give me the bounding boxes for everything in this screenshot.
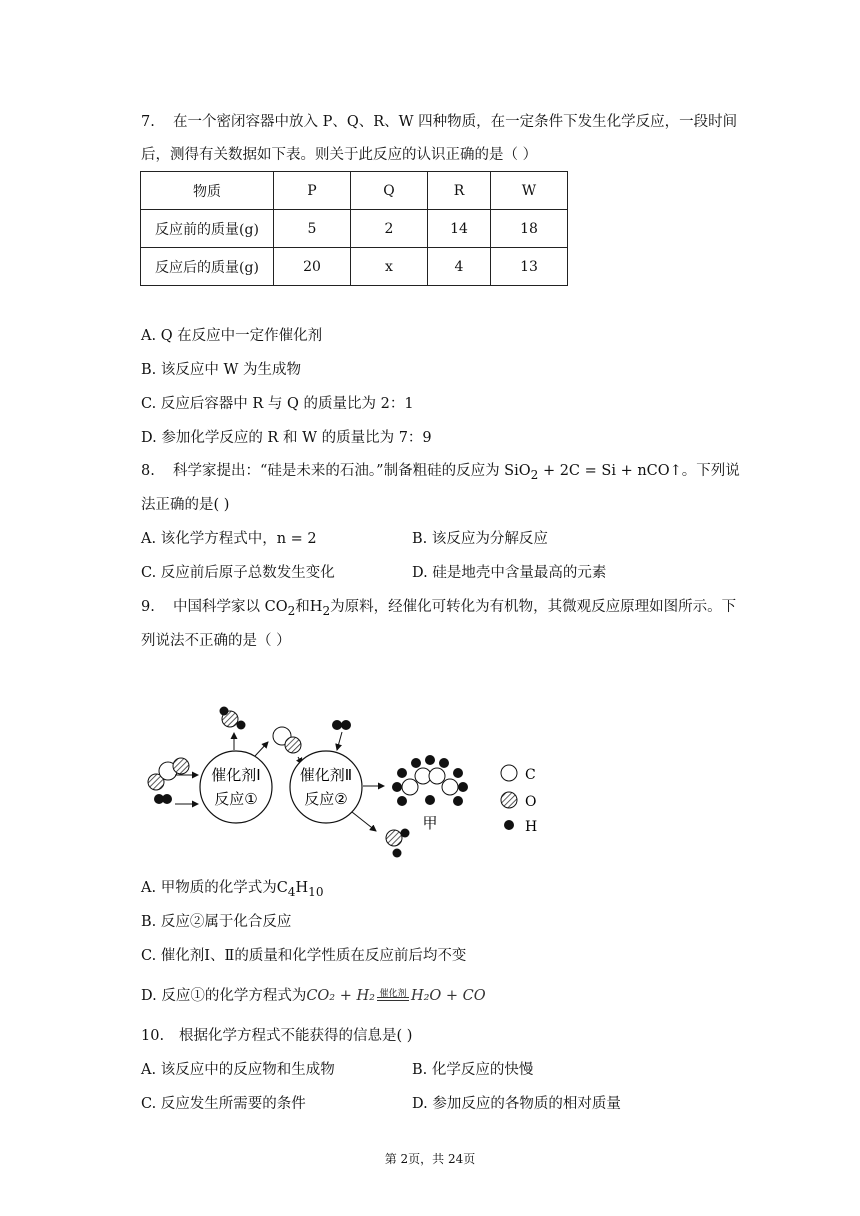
q10-stem-text: 根据化学方程式不能获得的信息是( ) [179,1028,413,1044]
table-cell: 反应前的质量(g) [141,210,274,248]
table-header-cell: Q [351,172,428,210]
legend-label: O [525,794,537,810]
q10-option-a: A. 该反应中的反应物和生成物 [141,1062,335,1078]
table-cell: 14 [428,210,491,248]
table-cell: 反应后的质量(g) [141,248,274,286]
catalyst-1-circle [200,751,272,823]
co2-molecule-icon [148,758,189,790]
q7-stem-line1 [141,112,737,132]
co-molecule-icon [273,727,301,753]
q9-option-a-text: A. 甲物质的化学式为C [141,880,288,896]
catalyst-2-label: 催化剂Ⅱ [299,766,353,784]
q9-option-b: B. 反应②属于化合反应 [141,914,292,930]
q9-stem-text-c: 为原料，经催化可转化为有机物，其微观反应原理如图所示。下 [330,599,737,615]
q7-option-c: C. 反应后容器中 R 与 Q 的质量比为 2：1 [141,396,414,412]
page-footer: 第 2页，共 24页 [384,1152,476,1166]
table-cell: 18 [491,210,568,248]
product-molecule-icon [392,755,468,806]
q8-stem-text-a: 科学家提出：“硅是未来的石油。”制备粗硅的反应为 SiO [173,463,531,479]
output-arrow-icon [352,812,376,831]
q10-stem [141,1026,412,1046]
q7-data-table [140,171,568,286]
table-header-cell: P [274,172,351,210]
table-row [141,248,568,286]
q10-option-d: D. 参加反应的各物质的相对质量 [412,1096,621,1112]
h2-molecule-icon [154,794,172,804]
input-arrow-icon [337,732,342,750]
q7-option-d: D. 参加化学反应的 R 和 W 的质量比为 7：9 [141,430,432,446]
equation-left: CO₂ + H₂ [306,988,375,1004]
q9-subscript: 2 [322,603,331,618]
q7-option-b: B. 该反应中 W 为生成物 [141,362,301,378]
table-header-row [141,172,568,210]
q9-stem-line1 [141,597,736,621]
h2o-molecule-icon [386,829,410,858]
q9-option-a [141,878,324,902]
table-header-cell: 物质 [141,172,274,210]
legend [501,765,537,835]
table-header-cell: R [428,172,491,210]
q9-option-d-text: D. 反应①的化学方程式为 [141,988,307,1004]
catalyst-arrow [375,984,411,1004]
table-cell: 5 [274,210,351,248]
q8-stem-text-b: + 2C = Si + nCO↑。下列说 [538,463,740,479]
q8-option-c: C. 反应前后原子总数发生变化 [141,565,335,581]
h2o-molecule-icon [220,707,246,730]
q9-option-c: C. 催化剂Ⅰ、Ⅱ的质量和化学性质在反应前后均不变 [141,948,467,964]
hydrogen-legend-icon [504,820,514,830]
h2-molecule-icon [332,720,351,730]
table-header-cell: W [491,172,568,210]
q9-subscript: 4 [287,884,296,899]
table-cell: 4 [428,248,491,286]
equals-line [377,1000,409,1001]
product-label: 甲 [422,814,438,832]
q8-option-a: A. 该化学方程式中，n = 2 [141,531,317,547]
equation-right: H₂O + CO [410,988,486,1004]
table-cell: x [351,248,428,286]
catalyst-1-label: 催化剂Ⅰ [211,766,261,784]
q7-number: 7. [141,114,155,130]
table-row [141,210,568,248]
q7-option-a: A. Q 在反应中一定作催化剂 [141,328,323,344]
reaction-diagram [140,700,560,870]
q9-stem-line2: 列说法不正确的是（ ） [141,633,291,649]
q7-stem-text: 在一个密闭容器中放入 P、Q、R、W 四种物质，在一定条件下发生化学反应，一段时间 [173,114,738,130]
q7-stem-line2: 后，测得有关数据如下表。则关于此反应的认识正确的是（ ） [141,147,538,163]
q10-option-c: C. 反应发生所需要的条件 [141,1096,306,1112]
q8-option-b: B. 该反应为分解反应 [412,531,548,547]
q8-subscript: 2 [530,467,539,482]
q10-option-b: B. 化学反应的快慢 [412,1062,534,1078]
q10-number: 10. [141,1028,165,1044]
table-cell: 13 [491,248,568,286]
catalyst-condition: 催化剂 [379,989,407,999]
table-cell: 2 [351,210,428,248]
oxygen-legend-icon [501,792,517,808]
q9-subscript: 10 [308,884,324,899]
q9-option-a-text: H [295,880,309,896]
intermediate-arrow-icon [255,742,268,756]
carbon-legend-icon [501,765,517,781]
legend-label: C [525,767,536,783]
q9-option-d [141,984,486,1006]
q8-stem-line1 [141,461,740,485]
q8-stem-line2: 法正确的是( ) [141,497,230,513]
reaction-2-label: 反应② [304,790,348,808]
q9-number: 9. [141,599,155,615]
reaction-1-label: 反应① [214,790,258,808]
catalyst-2-circle [290,751,362,823]
q9-subscript: 2 [287,603,296,618]
legend-label: H [525,819,538,835]
q9-stem-text-b: 和H [295,599,323,615]
equals-line [377,997,409,998]
q8-option-d: D. 硅是地壳中含量最高的元素 [412,565,607,581]
table-cell: 20 [274,248,351,286]
q8-number: 8. [141,463,155,479]
q9-stem-text-a: 中国科学家以 CO [173,599,288,615]
